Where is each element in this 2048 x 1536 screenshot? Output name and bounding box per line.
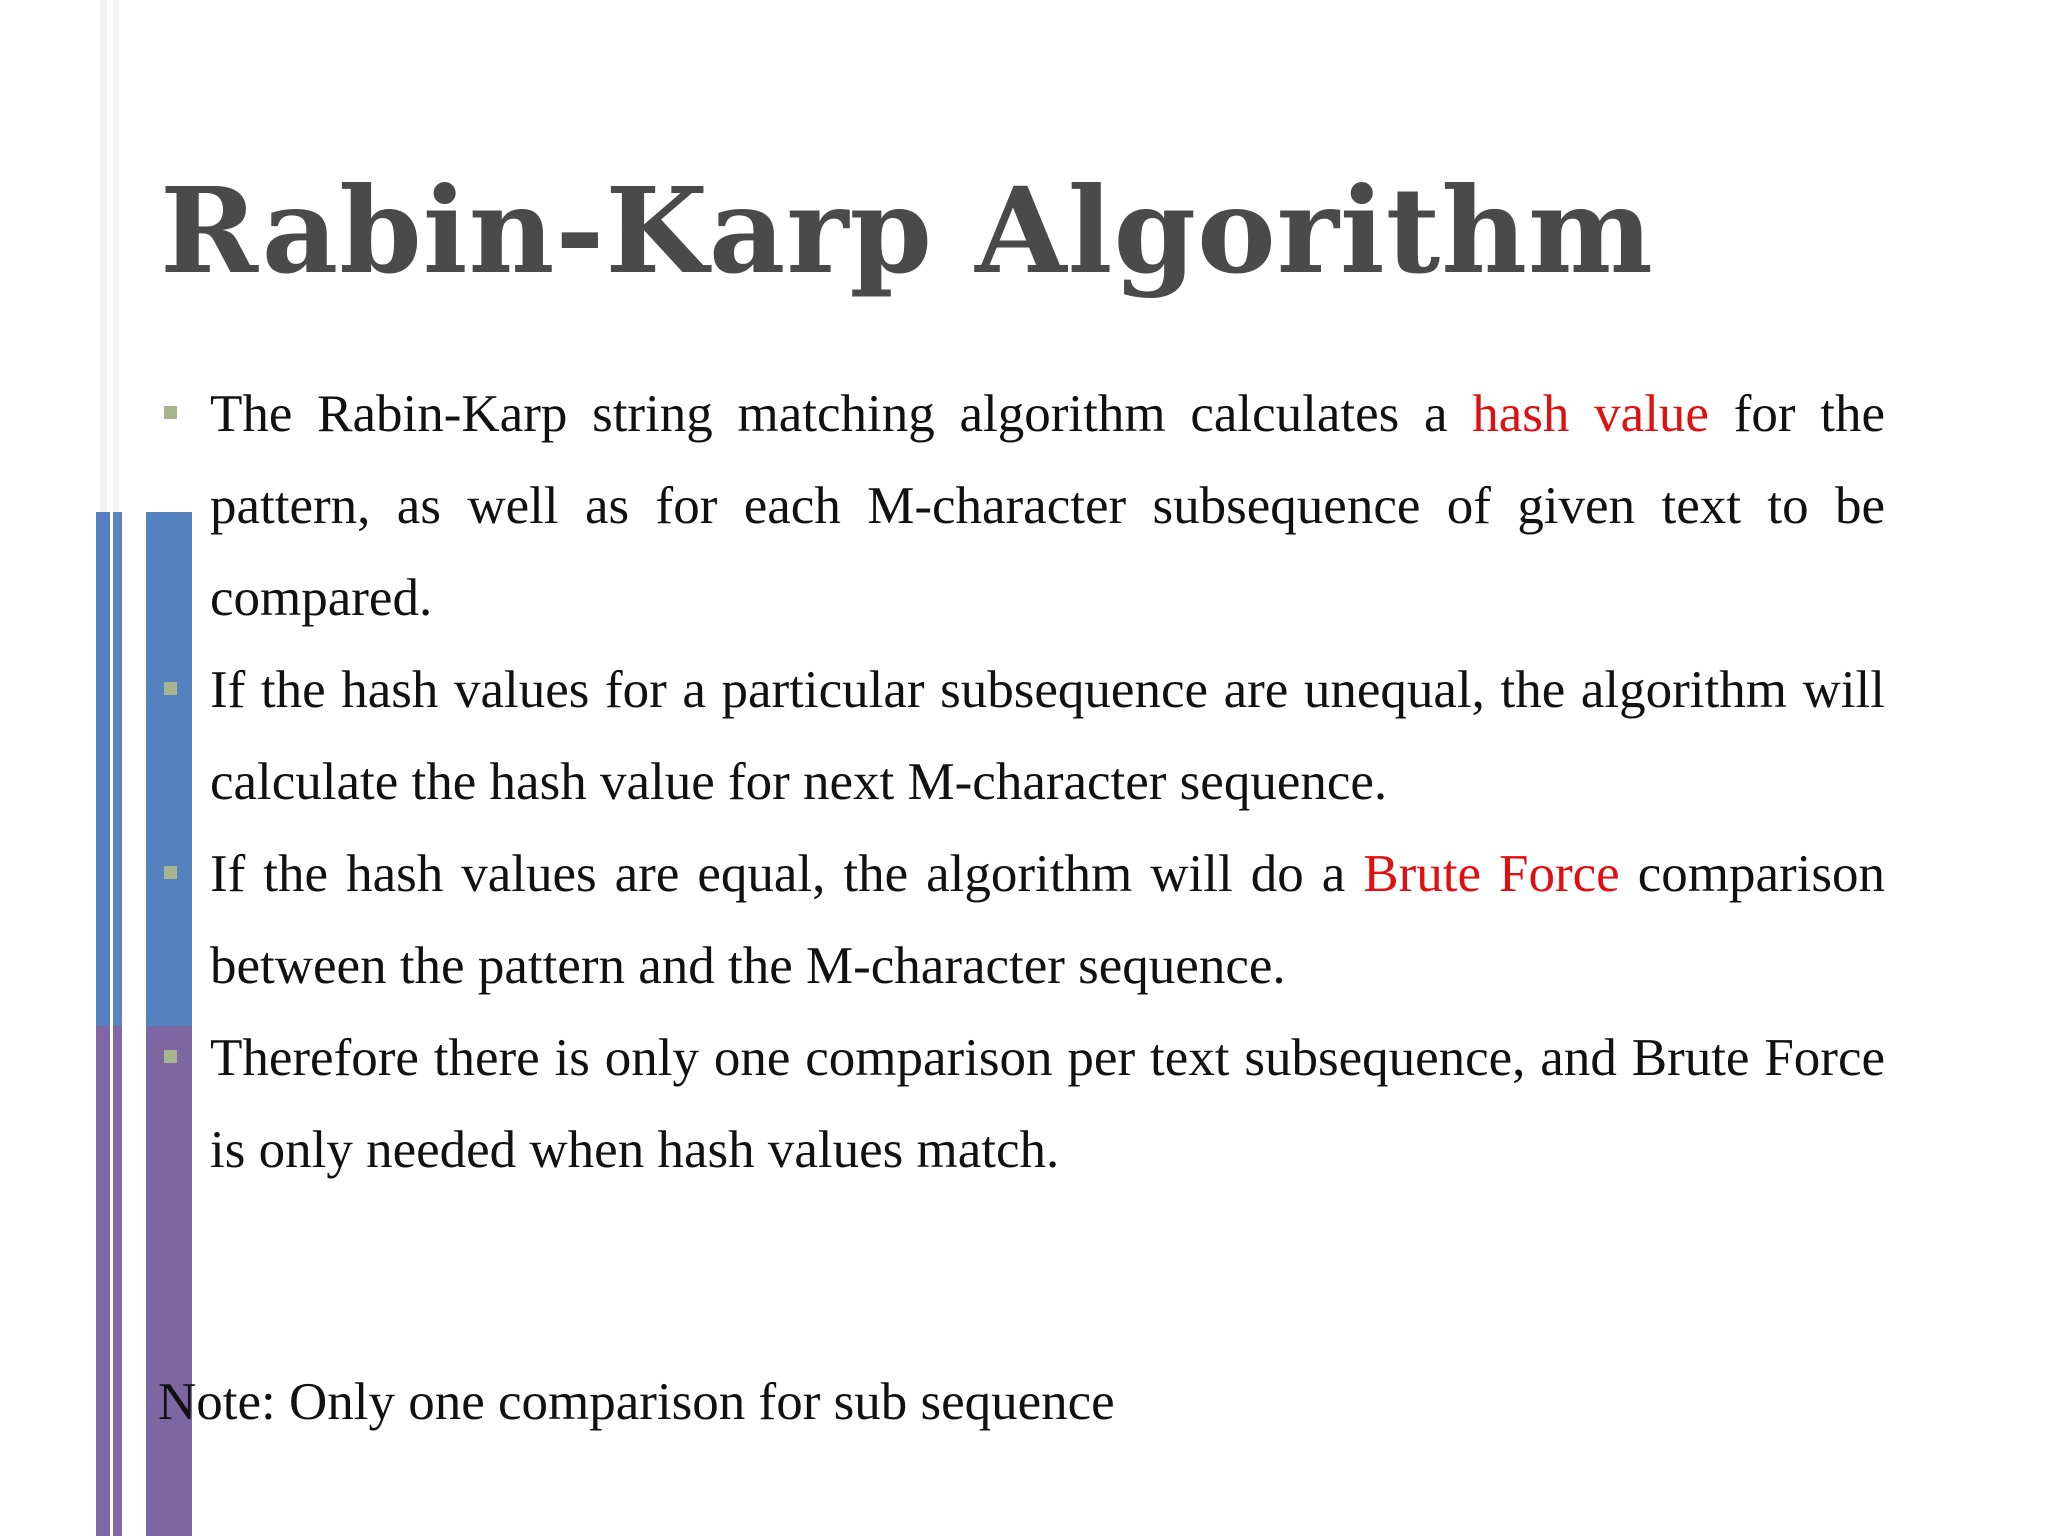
bullet-item	[160, 644, 1885, 828]
square-bullet-icon	[164, 682, 177, 695]
bullet-highlight: Brute Force	[1363, 845, 1620, 903]
decor-bar	[113, 0, 119, 520]
bullet-text: comparison between the pattern and the M-character sequence.	[210, 845, 1885, 995]
decor-bar-blue	[113, 512, 122, 1026]
bullet-text: If the hash values are equal, the algorithm will do a	[210, 845, 1364, 903]
bullet-text: Therefore there is only one comparison per text subsequence, and Brute Force is only needed when hash values match.	[210, 1029, 1885, 1179]
bullet-item	[160, 828, 1885, 1012]
bullet-item	[160, 368, 1885, 644]
note-text: Note: Only one comparison for sub sequence	[158, 1373, 1115, 1431]
square-bullet-icon	[164, 406, 177, 419]
bullet-item	[160, 1012, 1885, 1196]
square-bullet-icon	[164, 1050, 177, 1063]
bullet-highlight: hash value	[1472, 385, 1709, 443]
decor-bar-purple	[96, 1026, 110, 1536]
decor-bar-blue	[96, 512, 110, 1026]
bullet-list	[160, 368, 1885, 1196]
bullet-text: The Rabin-Karp string matching algorithm calculates a	[210, 385, 1473, 443]
square-bullet-icon	[164, 866, 177, 879]
decor-bar	[100, 0, 107, 520]
bullet-text: If the hash values for a particular subsequence are unequal, the algorithm will calculate the hash value for next M-character sequence.	[210, 661, 1885, 811]
slide-title: Rabin-Karp Algorithm	[160, 161, 1654, 300]
bullet-text: for the pattern, as well as for each M-character subsequence of given text to be compared.	[210, 385, 1885, 627]
decor-bar-purple	[113, 1026, 122, 1536]
